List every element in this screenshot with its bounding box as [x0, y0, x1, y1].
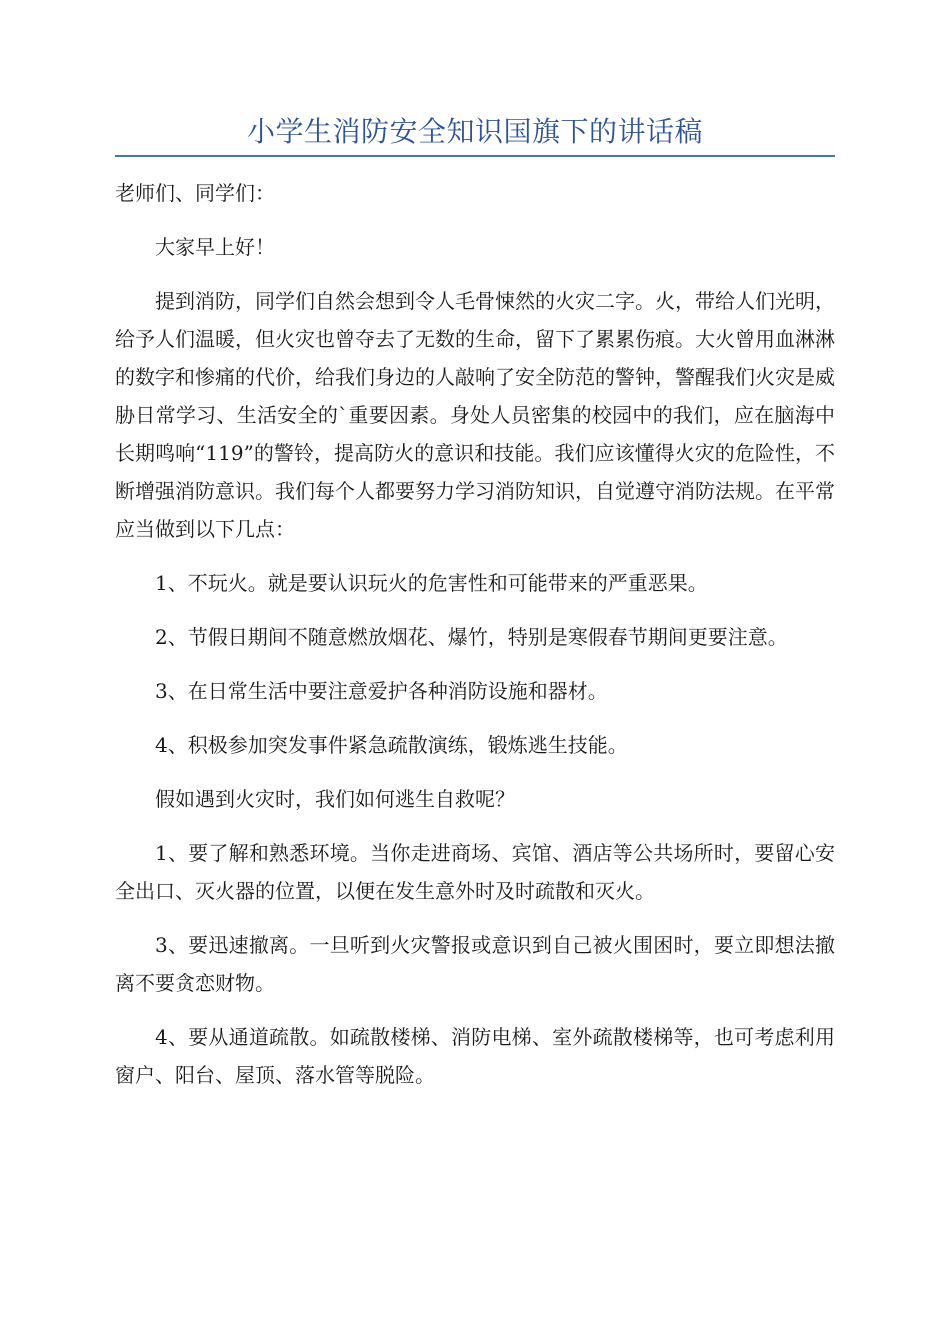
list-item: 3、要迅速撤离。一旦听到火灾警报或意识到自己被火围困时，要立即想法撤离不要贪恋财物。 — [115, 933, 835, 995]
list-item: 4、要从通道疏散。如疏散楼梯、消防电梯、室外疏散楼梯等，也可考虑利用窗户、阳台、屋顶、落水管等脱险。 — [115, 1025, 835, 1087]
salutation: 老师们、同学们： — [115, 181, 275, 205]
title-underline — [115, 155, 835, 157]
list-item: 3、在日常生活中要注意爱护各种消防设施和器材。 — [155, 679, 608, 703]
paragraph-intro: 提到消防，同学们自然会想到令人毛骨悚然的火灾二字。火，带给人们光明，给予人们温暖，但火灾也曾夺去了无数的生命，留下了累累伤痕。大火曾用血淋淋的数字和惨痛的代价，给我们身边的人敲响了安全防范的警钟，警醒我们火灾是威胁日常学习、生活安全的`重要因素。身处人员密集的校园中的我们，应在脑海中长期鸣响“119”的警铃，提高防火的意识和技能。我们应该懂得火灾的危险性，不断增强消防意识。我们每个人都要努力学习消防知识，自觉遵守消防法规。在平常应当做到以下几点： — [115, 289, 835, 541]
paragraph-greeting: 大家早上好！ — [155, 235, 275, 259]
document-title: 小学生消防安全知识国旗下的讲话稿 — [246, 115, 703, 148]
list-item: 1、不玩火。就是要认识玩火的危害性和可能带来的严重恶果。 — [155, 571, 708, 595]
list-item: 1、要了解和熟悉环境。当你走进商场、宾馆、酒店等公共场所时，要留心安全出口、灭火器的位置，以便在发生意外时及时疏散和灭火。 — [115, 841, 835, 903]
list-item: 2、节假日期间不随意燃放烟花、爆竹，特别是寒假春节期间更要注意。 — [155, 625, 788, 649]
document-body — [115, 174, 835, 1110]
list-item: 4、积极参加突发事件紧急疏散演练，锻炼逃生技能。 — [155, 733, 628, 757]
paragraph-question: 假如遇到火灾时，我们如何逃生自救呢？ — [155, 787, 515, 811]
